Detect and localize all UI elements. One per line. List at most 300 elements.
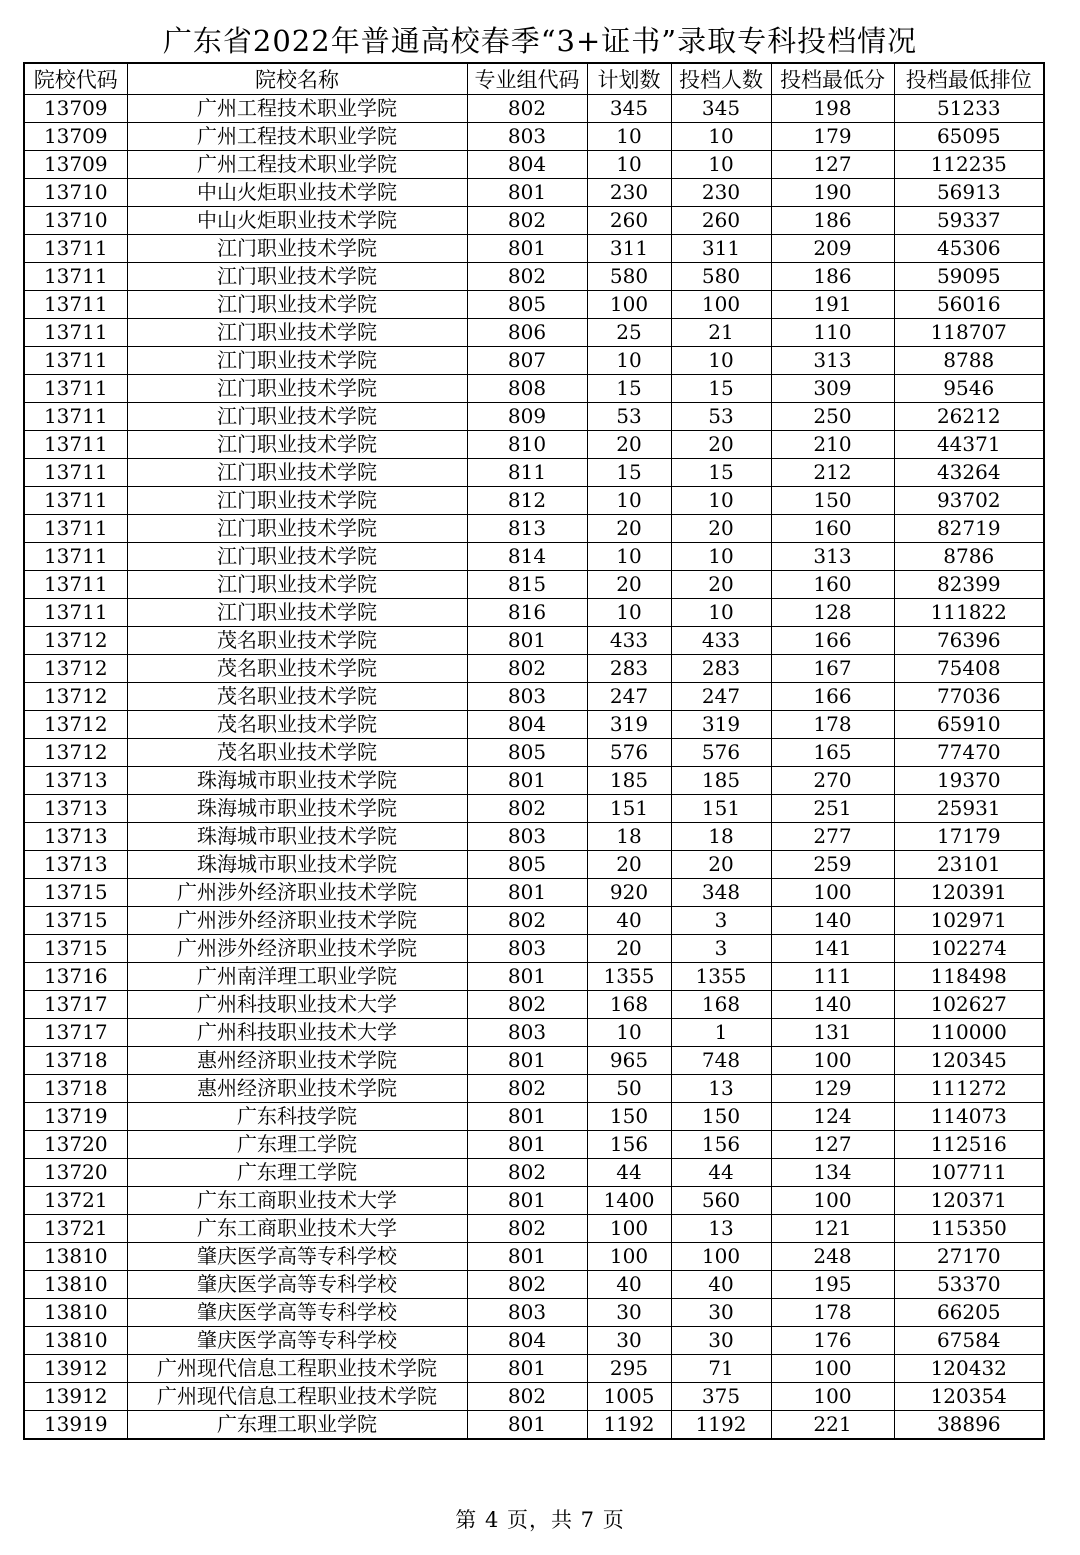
cell-major-group-code: 802 (467, 795, 587, 823)
cell-school-code: 13711 (24, 291, 127, 319)
cell-plan-count: 100 (587, 1215, 671, 1243)
cell-plan-count: 10 (587, 599, 671, 627)
header-major-group-code: 专业组代码 (467, 63, 587, 95)
table-row (24, 767, 1044, 795)
cell-admitted-count: 151 (671, 795, 771, 823)
cell-admitted-count: 13 (671, 1075, 771, 1103)
cell-school-name: 江门职业技术学院 (127, 347, 467, 375)
cell-plan-count: 345 (587, 95, 671, 123)
cell-school-code: 13712 (24, 655, 127, 683)
cell-school-name: 广东工商职业技术大学 (127, 1187, 467, 1215)
cell-school-code: 13810 (24, 1271, 127, 1299)
cell-major-group-code: 802 (467, 1075, 587, 1103)
cell-min-rank: 102274 (894, 935, 1044, 963)
cell-school-code: 13717 (24, 1019, 127, 1047)
cell-plan-count: 151 (587, 795, 671, 823)
cell-min-score: 100 (771, 879, 894, 907)
cell-major-group-code: 816 (467, 599, 587, 627)
cell-major-group-code: 801 (467, 767, 587, 795)
cell-admitted-count: 748 (671, 1047, 771, 1075)
cell-major-group-code: 801 (467, 1103, 587, 1131)
cell-min-score: 129 (771, 1075, 894, 1103)
cell-min-rank: 77036 (894, 683, 1044, 711)
header-school-name: 院校名称 (127, 63, 467, 95)
cell-school-name: 中山火炬职业技术学院 (127, 207, 467, 235)
cell-plan-count: 311 (587, 235, 671, 263)
cell-major-group-code: 801 (467, 1355, 587, 1383)
cell-min-rank: 93702 (894, 487, 1044, 515)
cell-admitted-count: 260 (671, 207, 771, 235)
cell-plan-count: 18 (587, 823, 671, 851)
cell-min-score: 191 (771, 291, 894, 319)
table-row (24, 795, 1044, 823)
cell-min-score: 100 (771, 1187, 894, 1215)
cell-admitted-count: 348 (671, 879, 771, 907)
cell-min-score: 198 (771, 95, 894, 123)
cell-plan-count: 185 (587, 767, 671, 795)
cell-min-score: 166 (771, 683, 894, 711)
cell-major-group-code: 808 (467, 375, 587, 403)
cell-school-code: 13712 (24, 683, 127, 711)
cell-admitted-count: 10 (671, 151, 771, 179)
table-row (24, 431, 1044, 459)
cell-school-name: 江门职业技术学院 (127, 571, 467, 599)
table-row (24, 1411, 1044, 1440)
cell-school-code: 13713 (24, 795, 127, 823)
cell-min-rank: 65910 (894, 711, 1044, 739)
cell-school-code: 13711 (24, 375, 127, 403)
cell-major-group-code: 802 (467, 1271, 587, 1299)
header-admitted-count: 投档人数 (671, 63, 771, 95)
cell-school-name: 珠海城市职业技术学院 (127, 767, 467, 795)
cell-school-code: 13711 (24, 235, 127, 263)
cell-school-code: 13912 (24, 1383, 127, 1411)
cell-major-group-code: 809 (467, 403, 587, 431)
cell-min-score: 251 (771, 795, 894, 823)
cell-min-score: 259 (771, 851, 894, 879)
cell-school-code: 13711 (24, 403, 127, 431)
cell-min-rank: 115350 (894, 1215, 1044, 1243)
cell-min-score: 212 (771, 459, 894, 487)
cell-school-name: 广州工程技术职业学院 (127, 123, 467, 151)
cell-min-rank: 17179 (894, 823, 1044, 851)
cell-admitted-count: 168 (671, 991, 771, 1019)
cell-major-group-code: 811 (467, 459, 587, 487)
cell-plan-count: 15 (587, 375, 671, 403)
cell-major-group-code: 803 (467, 683, 587, 711)
cell-plan-count: 1400 (587, 1187, 671, 1215)
cell-min-score: 160 (771, 515, 894, 543)
table-row (24, 1327, 1044, 1355)
cell-school-code: 13718 (24, 1047, 127, 1075)
cell-school-name: 江门职业技术学院 (127, 319, 467, 347)
cell-school-name: 茂名职业技术学院 (127, 739, 467, 767)
table-row (24, 627, 1044, 655)
cell-min-rank: 9546 (894, 375, 1044, 403)
cell-school-code: 13711 (24, 347, 127, 375)
cell-min-rank: 23101 (894, 851, 1044, 879)
cell-min-score: 160 (771, 571, 894, 599)
cell-min-score: 195 (771, 1271, 894, 1299)
cell-school-name: 广州工程技术职业学院 (127, 151, 467, 179)
cell-admitted-count: 10 (671, 543, 771, 571)
cell-admitted-count: 3 (671, 907, 771, 935)
cell-plan-count: 1005 (587, 1383, 671, 1411)
cell-min-score: 124 (771, 1103, 894, 1131)
cell-min-score: 186 (771, 263, 894, 291)
cell-plan-count: 30 (587, 1327, 671, 1355)
cell-school-name: 肇庆医学高等专科学校 (127, 1243, 467, 1271)
cell-major-group-code: 801 (467, 179, 587, 207)
cell-min-rank: 8788 (894, 347, 1044, 375)
cell-min-score: 277 (771, 823, 894, 851)
cell-admitted-count: 44 (671, 1159, 771, 1187)
cell-school-name: 江门职业技术学院 (127, 487, 467, 515)
cell-min-rank: 27170 (894, 1243, 1044, 1271)
cell-major-group-code: 805 (467, 291, 587, 319)
cell-plan-count: 247 (587, 683, 671, 711)
cell-admitted-count: 53 (671, 403, 771, 431)
cell-major-group-code: 801 (467, 1243, 587, 1271)
cell-plan-count: 319 (587, 711, 671, 739)
cell-school-name: 江门职业技术学院 (127, 459, 467, 487)
cell-school-code: 13712 (24, 711, 127, 739)
cell-min-score: 186 (771, 207, 894, 235)
cell-school-name: 珠海城市职业技术学院 (127, 795, 467, 823)
cell-admitted-count: 18 (671, 823, 771, 851)
cell-school-code: 13715 (24, 935, 127, 963)
cell-school-name: 江门职业技术学院 (127, 543, 467, 571)
cell-min-score: 141 (771, 935, 894, 963)
cell-min-rank: 120432 (894, 1355, 1044, 1383)
cell-school-code: 13711 (24, 319, 127, 347)
cell-school-name: 茂名职业技术学院 (127, 711, 467, 739)
cell-school-name: 茂名职业技术学院 (127, 683, 467, 711)
cell-admitted-count: 13 (671, 1215, 771, 1243)
cell-admitted-count: 10 (671, 487, 771, 515)
cell-min-score: 210 (771, 431, 894, 459)
cell-min-rank: 45306 (894, 235, 1044, 263)
cell-min-rank: 120354 (894, 1383, 1044, 1411)
cell-major-group-code: 801 (467, 963, 587, 991)
cell-school-code: 13919 (24, 1411, 127, 1440)
table-row (24, 459, 1044, 487)
cell-admitted-count: 185 (671, 767, 771, 795)
cell-min-rank: 26212 (894, 403, 1044, 431)
cell-school-code: 13711 (24, 431, 127, 459)
cell-min-score: 166 (771, 627, 894, 655)
cell-plan-count: 10 (587, 123, 671, 151)
cell-min-score: 127 (771, 1131, 894, 1159)
cell-school-name: 江门职业技术学院 (127, 235, 467, 263)
cell-school-name: 惠州经济职业技术学院 (127, 1075, 467, 1103)
cell-major-group-code: 815 (467, 571, 587, 599)
cell-admitted-count: 319 (671, 711, 771, 739)
cell-plan-count: 433 (587, 627, 671, 655)
cell-min-score: 111 (771, 963, 894, 991)
table-row (24, 1383, 1044, 1411)
cell-admitted-count: 247 (671, 683, 771, 711)
cell-plan-count: 40 (587, 907, 671, 935)
cell-min-rank: 77470 (894, 739, 1044, 767)
table-row (24, 291, 1044, 319)
cell-admitted-count: 433 (671, 627, 771, 655)
cell-plan-count: 20 (587, 571, 671, 599)
cell-admitted-count: 40 (671, 1271, 771, 1299)
cell-school-name: 中山火炬职业技术学院 (127, 179, 467, 207)
table-row (24, 543, 1044, 571)
cell-school-code: 13709 (24, 151, 127, 179)
table-row (24, 1243, 1044, 1271)
cell-school-name: 惠州经济职业技术学院 (127, 1047, 467, 1075)
cell-school-code: 13711 (24, 263, 127, 291)
cell-min-score: 121 (771, 1215, 894, 1243)
cell-major-group-code: 801 (467, 1131, 587, 1159)
cell-school-name: 广州现代信息工程职业技术学院 (127, 1383, 467, 1411)
cell-school-code: 13713 (24, 851, 127, 879)
cell-school-name: 珠海城市职业技术学院 (127, 823, 467, 851)
cell-plan-count: 156 (587, 1131, 671, 1159)
cell-min-score: 221 (771, 1411, 894, 1440)
cell-admitted-count: 15 (671, 459, 771, 487)
table-row (24, 851, 1044, 879)
cell-major-group-code: 806 (467, 319, 587, 347)
cell-min-score: 131 (771, 1019, 894, 1047)
cell-major-group-code: 801 (467, 627, 587, 655)
table-row (24, 403, 1044, 431)
cell-school-name: 江门职业技术学院 (127, 263, 467, 291)
cell-min-rank: 111272 (894, 1075, 1044, 1103)
cell-major-group-code: 805 (467, 851, 587, 879)
cell-min-rank: 43264 (894, 459, 1044, 487)
cell-admitted-count: 375 (671, 1383, 771, 1411)
cell-min-rank: 120391 (894, 879, 1044, 907)
cell-min-rank: 102971 (894, 907, 1044, 935)
cell-school-name: 肇庆医学高等专科学校 (127, 1327, 467, 1355)
cell-school-code: 13810 (24, 1243, 127, 1271)
cell-min-score: 134 (771, 1159, 894, 1187)
cell-major-group-code: 802 (467, 1383, 587, 1411)
cell-major-group-code: 802 (467, 1159, 587, 1187)
cell-min-score: 313 (771, 543, 894, 571)
cell-school-name: 广东工商职业技术大学 (127, 1215, 467, 1243)
cell-admitted-count: 20 (671, 571, 771, 599)
cell-admitted-count: 560 (671, 1187, 771, 1215)
cell-school-name: 茂名职业技术学院 (127, 655, 467, 683)
cell-admitted-count: 576 (671, 739, 771, 767)
cell-plan-count: 50 (587, 1075, 671, 1103)
cell-school-code: 13717 (24, 991, 127, 1019)
cell-admitted-count: 580 (671, 263, 771, 291)
cell-admitted-count: 100 (671, 1243, 771, 1271)
cell-major-group-code: 803 (467, 823, 587, 851)
cell-school-code: 13711 (24, 571, 127, 599)
cell-min-rank: 53370 (894, 1271, 1044, 1299)
cell-min-rank: 56913 (894, 179, 1044, 207)
cell-major-group-code: 802 (467, 207, 587, 235)
table-row (24, 571, 1044, 599)
cell-plan-count: 10 (587, 487, 671, 515)
cell-plan-count: 150 (587, 1103, 671, 1131)
cell-admitted-count: 100 (671, 291, 771, 319)
table-row (24, 823, 1044, 851)
cell-major-group-code: 802 (467, 655, 587, 683)
admission-table (23, 62, 1045, 1440)
table-row (24, 1131, 1044, 1159)
cell-admitted-count: 30 (671, 1299, 771, 1327)
cell-plan-count: 20 (587, 515, 671, 543)
table-row (24, 515, 1044, 543)
cell-major-group-code: 802 (467, 1215, 587, 1243)
cell-school-code: 13716 (24, 963, 127, 991)
cell-school-code: 13721 (24, 1187, 127, 1215)
cell-admitted-count: 283 (671, 655, 771, 683)
table-row (24, 235, 1044, 263)
cell-school-name: 广州工程技术职业学院 (127, 95, 467, 123)
cell-admitted-count: 71 (671, 1355, 771, 1383)
cell-min-rank: 118498 (894, 963, 1044, 991)
cell-min-score: 140 (771, 907, 894, 935)
cell-major-group-code: 801 (467, 1411, 587, 1440)
cell-major-group-code: 802 (467, 95, 587, 123)
cell-school-name: 江门职业技术学院 (127, 291, 467, 319)
cell-school-code: 13810 (24, 1299, 127, 1327)
cell-plan-count: 40 (587, 1271, 671, 1299)
cell-school-name: 珠海城市职业技术学院 (127, 851, 467, 879)
header-min-rank: 投档最低排位 (894, 63, 1044, 95)
cell-min-score: 179 (771, 123, 894, 151)
cell-min-rank: 118707 (894, 319, 1044, 347)
cell-admitted-count: 156 (671, 1131, 771, 1159)
cell-admitted-count: 30 (671, 1327, 771, 1355)
cell-plan-count: 10 (587, 347, 671, 375)
header-school-code: 院校代码 (24, 63, 127, 95)
cell-min-rank: 112235 (894, 151, 1044, 179)
cell-min-score: 100 (771, 1383, 894, 1411)
cell-admitted-count: 10 (671, 123, 771, 151)
cell-min-score: 150 (771, 487, 894, 515)
cell-min-rank: 112516 (894, 1131, 1044, 1159)
cell-plan-count: 1355 (587, 963, 671, 991)
cell-major-group-code: 804 (467, 1327, 587, 1355)
cell-school-code: 13715 (24, 879, 127, 907)
cell-major-group-code: 804 (467, 711, 587, 739)
table-header-row (24, 63, 1044, 95)
cell-school-name: 江门职业技术学院 (127, 431, 467, 459)
cell-min-score: 176 (771, 1327, 894, 1355)
cell-school-code: 13712 (24, 739, 127, 767)
cell-min-rank: 67584 (894, 1327, 1044, 1355)
table-row (24, 263, 1044, 291)
cell-major-group-code: 813 (467, 515, 587, 543)
cell-major-group-code: 801 (467, 1047, 587, 1075)
table-row (24, 207, 1044, 235)
table-row (24, 1075, 1044, 1103)
table-row (24, 123, 1044, 151)
table-row (24, 1047, 1044, 1075)
cell-school-code: 13712 (24, 627, 127, 655)
cell-min-rank: 44371 (894, 431, 1044, 459)
cell-min-score: 178 (771, 711, 894, 739)
cell-major-group-code: 803 (467, 1299, 587, 1327)
cell-min-rank: 107711 (894, 1159, 1044, 1187)
cell-min-rank: 65095 (894, 123, 1044, 151)
table-body (24, 95, 1044, 1440)
table-row (24, 935, 1044, 963)
cell-major-group-code: 801 (467, 879, 587, 907)
cell-school-name: 广州涉外经济职业技术学院 (127, 935, 467, 963)
cell-major-group-code: 803 (467, 1019, 587, 1047)
cell-min-rank: 120345 (894, 1047, 1044, 1075)
cell-min-rank: 110000 (894, 1019, 1044, 1047)
cell-min-score: 250 (771, 403, 894, 431)
cell-school-name: 广州科技职业技术大学 (127, 991, 467, 1019)
cell-plan-count: 920 (587, 879, 671, 907)
cell-min-score: 209 (771, 235, 894, 263)
cell-major-group-code: 814 (467, 543, 587, 571)
table-row (24, 1019, 1044, 1047)
cell-school-name: 广东科技学院 (127, 1103, 467, 1131)
cell-school-code: 13709 (24, 123, 127, 151)
table-row (24, 347, 1044, 375)
cell-admitted-count: 10 (671, 347, 771, 375)
cell-plan-count: 580 (587, 263, 671, 291)
cell-plan-count: 30 (587, 1299, 671, 1327)
cell-min-rank: 102627 (894, 991, 1044, 1019)
cell-min-score: 309 (771, 375, 894, 403)
cell-min-rank: 82399 (894, 571, 1044, 599)
cell-plan-count: 168 (587, 991, 671, 1019)
cell-min-rank: 66205 (894, 1299, 1044, 1327)
cell-plan-count: 1192 (587, 1411, 671, 1440)
table-row (24, 963, 1044, 991)
cell-min-rank: 75408 (894, 655, 1044, 683)
cell-min-score: 313 (771, 347, 894, 375)
cell-major-group-code: 803 (467, 935, 587, 963)
cell-min-score: 100 (771, 1047, 894, 1075)
cell-school-code: 13711 (24, 515, 127, 543)
cell-major-group-code: 802 (467, 263, 587, 291)
cell-school-name: 肇庆医学高等专科学校 (127, 1271, 467, 1299)
cell-plan-count: 10 (587, 151, 671, 179)
cell-min-score: 165 (771, 739, 894, 767)
cell-min-rank: 51233 (894, 95, 1044, 123)
cell-school-code: 13912 (24, 1355, 127, 1383)
cell-min-score: 128 (771, 599, 894, 627)
table-row (24, 319, 1044, 347)
cell-major-group-code: 805 (467, 739, 587, 767)
cell-major-group-code: 810 (467, 431, 587, 459)
cell-admitted-count: 1355 (671, 963, 771, 991)
cell-major-group-code: 802 (467, 907, 587, 935)
table-row (24, 1103, 1044, 1131)
cell-school-name: 江门职业技术学院 (127, 599, 467, 627)
cell-plan-count: 230 (587, 179, 671, 207)
cell-admitted-count: 3 (671, 935, 771, 963)
table-row (24, 1355, 1044, 1383)
header-min-score: 投档最低分 (771, 63, 894, 95)
cell-plan-count: 10 (587, 543, 671, 571)
cell-min-rank: 114073 (894, 1103, 1044, 1131)
table-row (24, 487, 1044, 515)
cell-admitted-count: 20 (671, 515, 771, 543)
cell-major-group-code: 801 (467, 235, 587, 263)
cell-school-code: 13720 (24, 1159, 127, 1187)
cell-min-score: 140 (771, 991, 894, 1019)
page-title: 广东省2022年普通高校春季“3+证书”录取专科投档情况 (162, 24, 918, 58)
cell-school-name: 广州涉外经济职业技术学院 (127, 879, 467, 907)
cell-school-code: 13718 (24, 1075, 127, 1103)
